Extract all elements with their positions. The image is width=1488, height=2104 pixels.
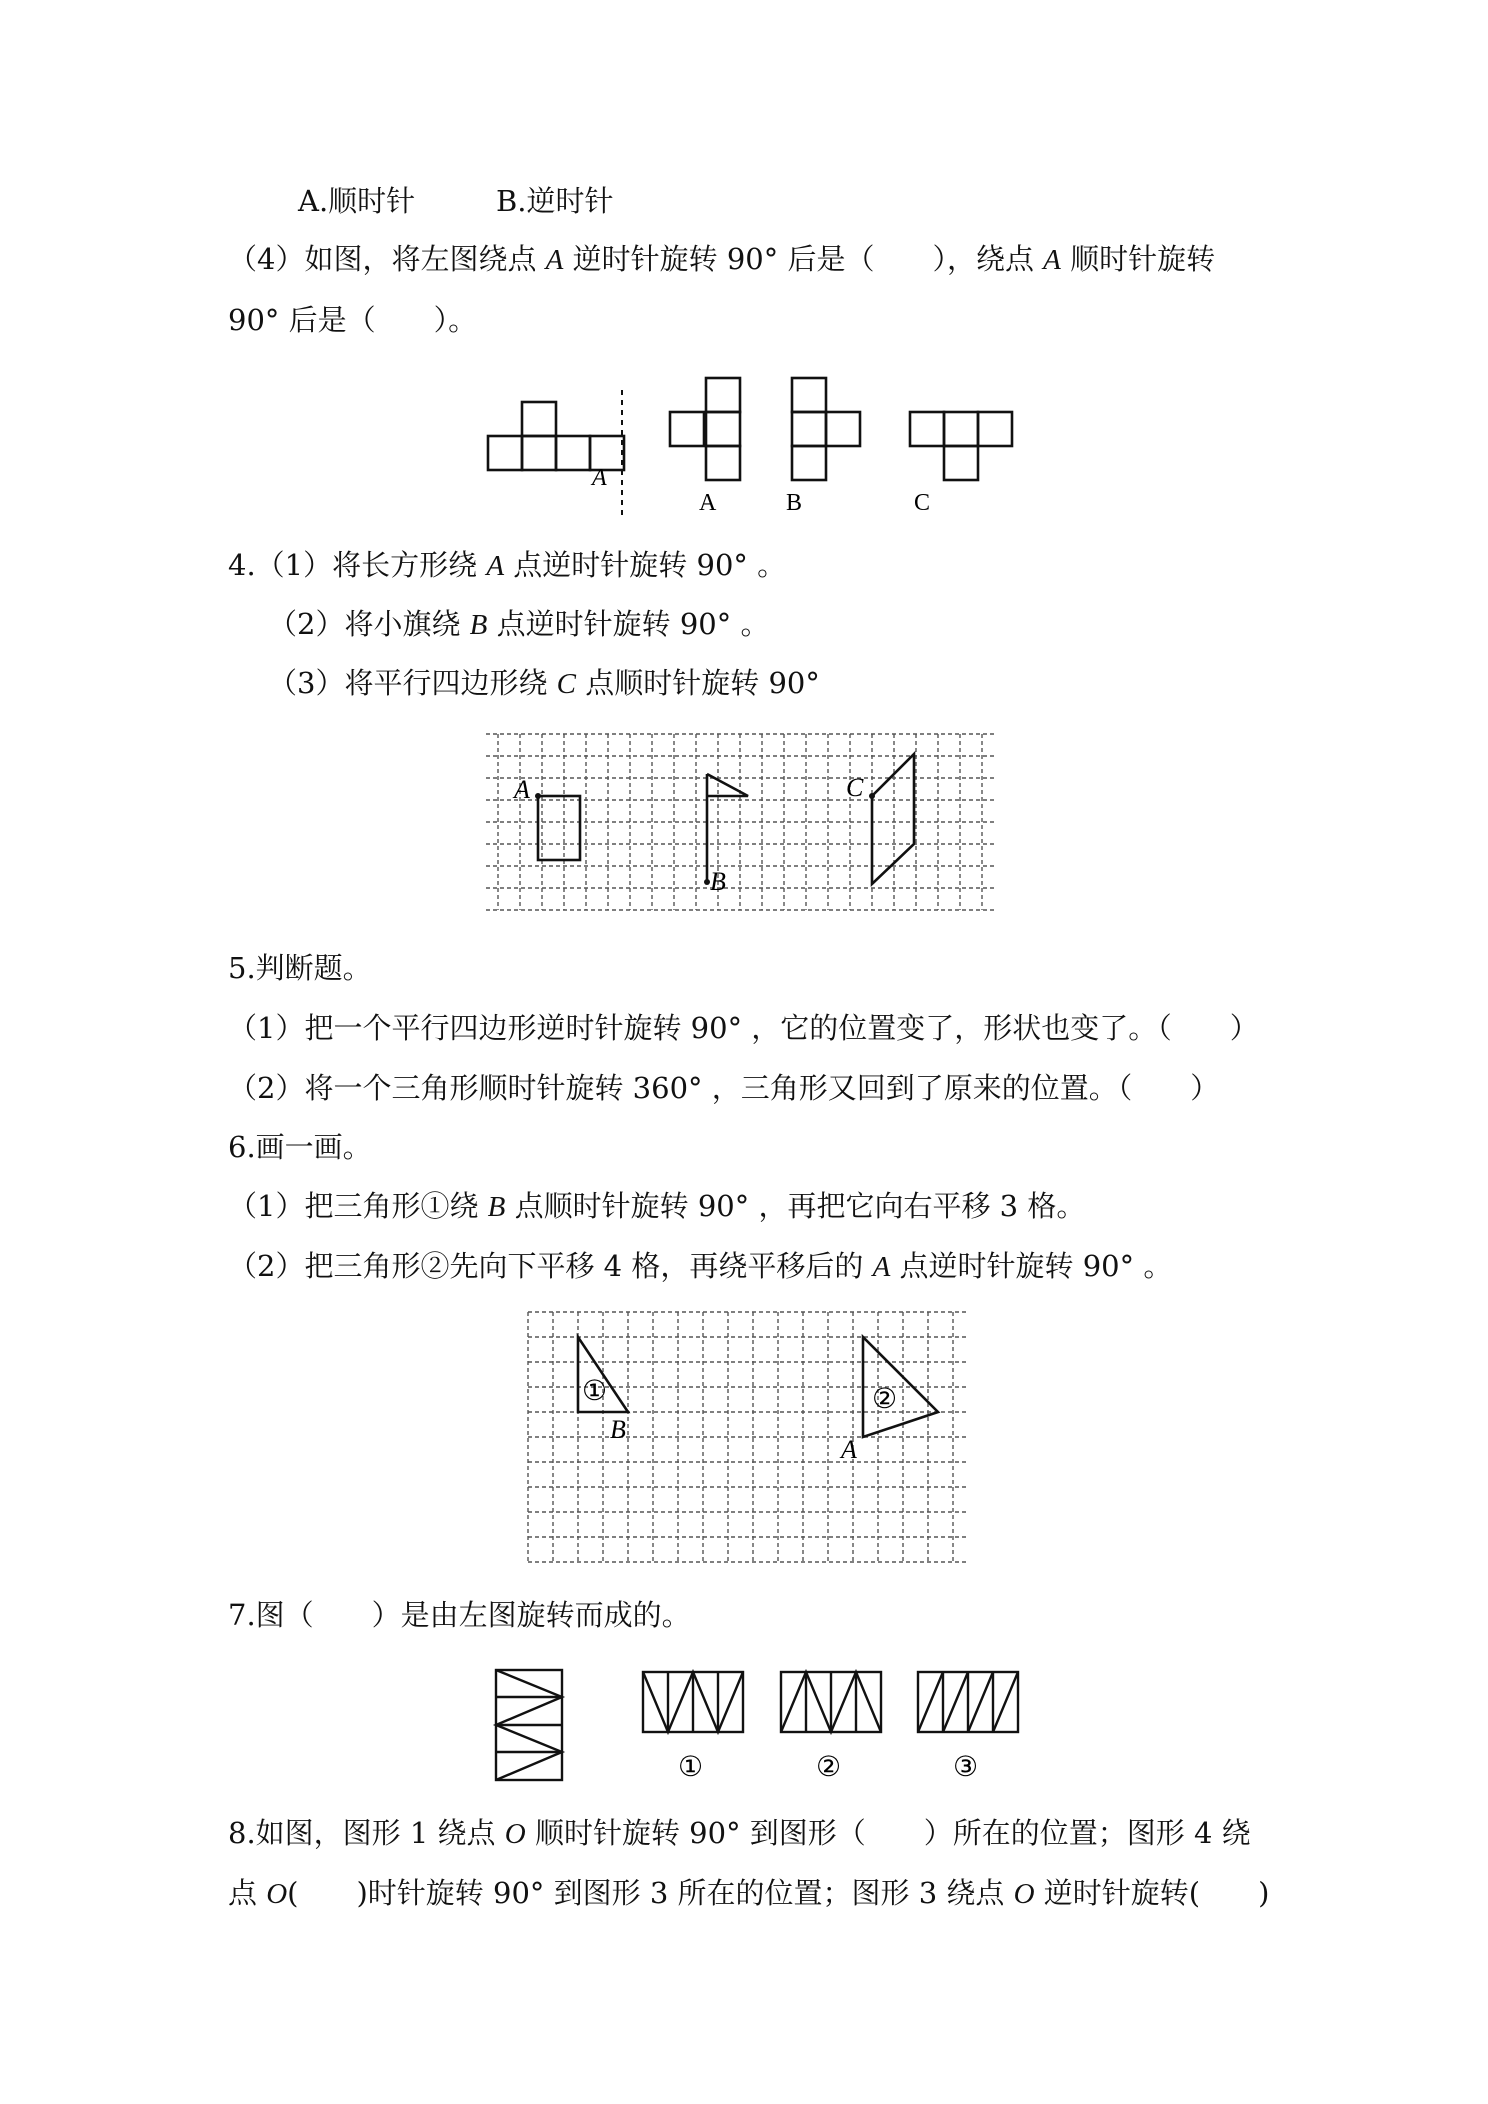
option-b-label: B — [786, 490, 803, 516]
q7-option-2-label: ② — [816, 1752, 842, 1783]
q5-line2: （2）将一个三角形顺时针旋转 360° ，三角形又回到了原来的位置。（ ） — [228, 1071, 1220, 1105]
q6-title: 6.画一画。 — [228, 1130, 372, 1164]
option-c-label: C — [914, 490, 931, 516]
q4-point-a: A — [514, 775, 530, 804]
q4-line3: （3）将平行四边形绕 C 点顺时针旋转 90° — [268, 666, 820, 700]
q7-option-1-label: ① — [678, 1752, 704, 1783]
q4-grid-figure — [486, 724, 1006, 924]
q6-line2: （2）把三角形②先向下平移 4 格，再绕平移后的 A 点逆时针旋转 90° 。 — [228, 1249, 1173, 1283]
point-a-label: A — [592, 465, 607, 491]
q7-figure — [488, 1664, 1028, 1794]
q3-rotation-figure — [470, 370, 1030, 520]
q6-point-a: A — [841, 1435, 857, 1464]
q6-point-b: B — [610, 1415, 626, 1444]
q6-grid-figure — [526, 1308, 976, 1578]
q4-point-b: B — [710, 867, 726, 896]
q7-text: 7.图（ ）是由左图旋转而成的。 — [228, 1598, 691, 1632]
q3-4-line1: （4）如图，将左图绕点 A 逆时针旋转 90° 后是（ ），绕点 A 顺时针旋转 — [228, 242, 1216, 276]
q8-line1: 8.如图，图形 1 绕点 O 顺时针旋转 90° 到图形（ ）所在的位置；图形 4 绕 — [228, 1816, 1251, 1850]
q5-line1: （1）把一个平行四边形逆时针旋转 90° ，它的位置变了，形状也变了。（ ） — [228, 1011, 1259, 1045]
q6-line1: （1）把三角形①绕 B 点顺时针旋转 90° ，再把它向右平移 3 格。 — [228, 1189, 1086, 1223]
q6-triangle-1-label: ① — [582, 1376, 608, 1407]
q6-triangle-2-label: ② — [872, 1384, 898, 1415]
q5-title: 5.判断题。 — [228, 951, 372, 985]
option-a-label: A — [699, 490, 717, 516]
q4-point-c: C — [846, 773, 864, 802]
q8-line2: 点 O( )时针旋转 90° 到图形 3 所在的位置；图形 3 绕点 O 逆时针旋转( ) — [228, 1876, 1270, 1910]
option-a: A.顺时针 — [298, 184, 416, 218]
q4-line1: 4.（1）将长方形绕 A 点逆时针旋转 90° 。 — [228, 548, 787, 582]
q3-4-line2: 90° 后是（ ）。 — [228, 303, 478, 337]
q7-option-3-label: ③ — [953, 1752, 979, 1783]
q4-line2: （2）将小旗绕 B 点逆时针旋转 90° 。 — [268, 607, 770, 641]
option-b: B.逆时针 — [496, 184, 614, 218]
